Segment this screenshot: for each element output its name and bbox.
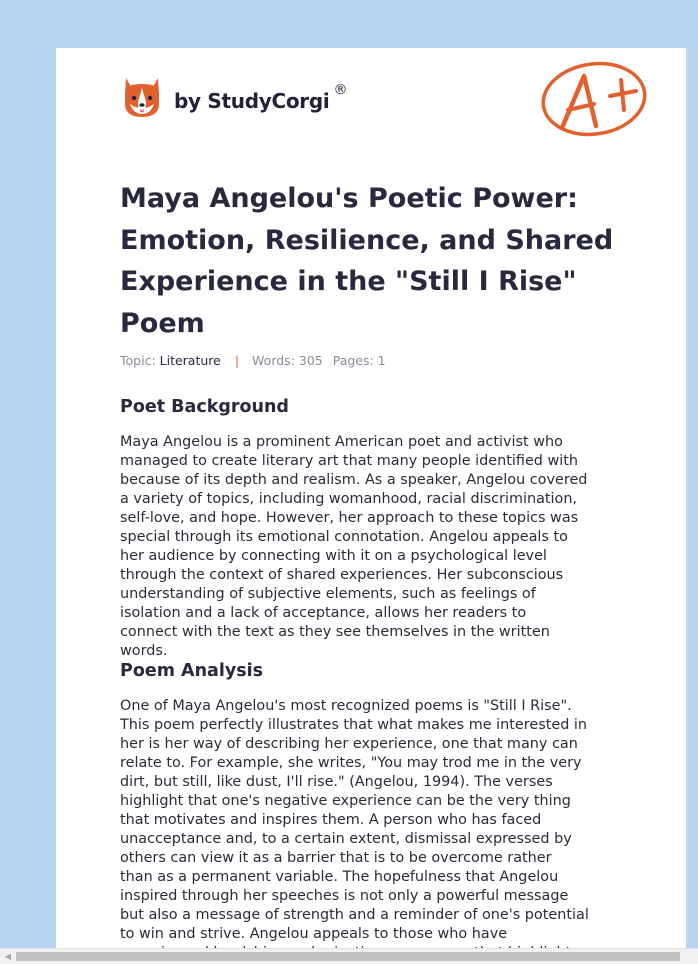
document-meta bbox=[120, 353, 386, 368]
text-line: her audience by connecting with it on a psychological level bbox=[120, 548, 547, 564]
word-count: Words: 305 bbox=[252, 353, 323, 368]
meta-separator: | bbox=[234, 353, 240, 368]
text-line: words. bbox=[120, 643, 168, 659]
text-line: her is her way of describing her experience, one that many can bbox=[120, 736, 578, 752]
registered-mark: ® bbox=[333, 82, 348, 98]
text-line: to win and strive. Angelou appeals to those who have bbox=[120, 926, 508, 942]
text-line: relate to. For example, she writes, "You may trod me in the very bbox=[120, 755, 582, 771]
topic-label: Topic: bbox=[120, 353, 156, 368]
page-title bbox=[120, 178, 620, 344]
text-line: self-love, and hope. However, her approach to these topics was bbox=[120, 510, 579, 526]
studycorgi-logo[interactable] bbox=[122, 76, 347, 120]
text-line: because of its depth and realism. As a speaker, Angelou covered bbox=[120, 472, 588, 488]
text-line: dirt, but still, like dust, I'll rise." (Angelou, 1994). The verses bbox=[120, 774, 553, 790]
section-heading-poet-background: Poet Background bbox=[120, 397, 289, 417]
text-line: connect with the text as they see themselves in the written bbox=[120, 624, 550, 640]
a-plus-grade-icon bbox=[538, 58, 650, 140]
title-line: Poem bbox=[120, 307, 205, 339]
text-line: inspired through her speeches is not only a powerful message bbox=[120, 888, 569, 904]
text-line: a variety of topics, including womanhood, racial discrimination, bbox=[120, 491, 578, 507]
text-line: others can view it as a barrier that is to be overcome rather bbox=[120, 850, 552, 866]
text-line: through the context of shared experiences. Her subconscious bbox=[120, 567, 564, 583]
text-line: understanding of subjective elements, such as feelings of bbox=[120, 586, 536, 602]
text-line: managed to create literary art that many people identified with bbox=[120, 453, 579, 469]
corgi-logo-icon bbox=[122, 76, 162, 120]
title-line: Maya Angelou's Poetic Power: bbox=[120, 183, 578, 214]
paragraph-poem-analysis bbox=[120, 697, 640, 963]
horizontal-scrollbar[interactable] bbox=[0, 948, 698, 964]
topic-link[interactable]: Literature bbox=[159, 353, 221, 368]
text-line: highlight that one's negative experience can be the very thing bbox=[120, 793, 571, 809]
scroll-left-arrow-icon[interactable]: ◀ bbox=[4, 952, 12, 961]
brand-name: by StudyCorgi bbox=[174, 89, 330, 113]
title-line: Experience in the "Still I Rise" bbox=[120, 266, 577, 297]
text-line: isolation and a lack of acceptance, allows her readers to bbox=[120, 605, 527, 621]
text-line: that motivates and inspires them. A person who has faced bbox=[120, 812, 542, 828]
page-count: Pages: 1 bbox=[332, 353, 386, 368]
text-line: unacceptance and, to a certain extent, dismissal expressed by bbox=[120, 831, 572, 847]
text-line: This poem perfectly illustrates that what makes me interested in bbox=[120, 717, 588, 733]
scrollbar-thumb[interactable] bbox=[16, 952, 680, 961]
paragraph-poet-background bbox=[120, 433, 640, 661]
text-line: but also a message of strength and a reminder of one's potential bbox=[120, 907, 589, 923]
title-line: Emotion, Resilience, and Shared bbox=[120, 224, 614, 256]
text-line: Maya Angelou is a prominent American poet and activist who bbox=[120, 434, 563, 450]
text-line: than as a permanent variable. The hopefulness that Angelou bbox=[120, 869, 559, 885]
text-line: special through its emotional connotation. Angelou appeals to bbox=[120, 529, 568, 545]
document-page bbox=[56, 48, 686, 964]
text-line: One of Maya Angelou's most recognized poems is "Still I Rise". bbox=[120, 698, 572, 714]
section-heading-poem-analysis: Poem Analysis bbox=[120, 661, 264, 681]
